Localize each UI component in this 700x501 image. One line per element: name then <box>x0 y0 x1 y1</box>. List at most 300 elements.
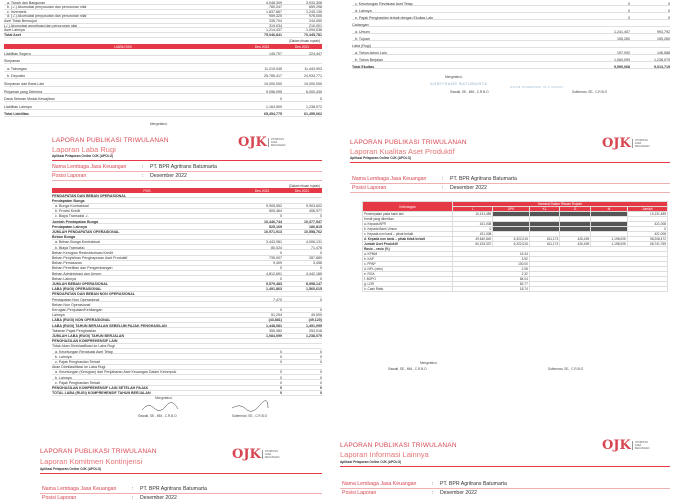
row-value-current: 4,048,309 <box>266 0 282 5</box>
signer-right-2: Sulterman, SE., C.R.B.O <box>572 90 608 94</box>
stamp-watermark: AGRITRANS BATUMARTA <box>430 81 488 86</box>
table-cell: 1,198,005 <box>591 242 628 247</box>
table-row <box>352 44 670 48</box>
table-row <box>352 37 670 41</box>
row-value-previous: 0 <box>320 97 322 102</box>
row-label: d. Lainnya <box>355 8 372 13</box>
laba-rugi-title: Laporan Laba Rugi <box>52 145 116 154</box>
row-value-previous: 0 <box>320 349 322 354</box>
bank-name-line-2: Nama Lembaga Jasa Keuangan : PT. BPR Agritrans Batumarta <box>352 176 517 182</box>
ratio-value: 3.92 <box>453 257 530 262</box>
period-line: Posisi Laporan : Desember 2022 <box>52 173 187 179</box>
row-label: Beban Penyisihan Penghapusan Aset Produktif <box>52 255 128 260</box>
row-value-current: 0 <box>628 1 630 6</box>
row-value-previous: 0 <box>320 214 322 219</box>
bank-name-line-3: Nama Lembaga Jasa Keuangan : PT. BPR Agritrans Batumarta <box>42 486 207 492</box>
row-value-previous: 0 <box>320 266 322 271</box>
row-value-previous: 4,006,131 <box>306 240 322 245</box>
row-label: b. Lainnya <box>55 375 72 380</box>
row-label: b. Deposito <box>7 74 26 79</box>
row-label: PENGHASILAN KOMPREHENSIF LAIN <box>52 339 118 344</box>
row-value-current: 505,464 <box>269 209 282 214</box>
neraca-unit-note: (Dalam ribuan rupiah) <box>289 39 320 43</box>
row-value-current: 10,000,000 <box>264 81 282 86</box>
report-heading: LAPORAN PUBLIKASI TRIWULANAN <box>52 137 169 144</box>
row-label: Jumlah Aset Produktif <box>363 242 453 247</box>
row-label: JUMLAH BEBAN OPERASIONAL <box>52 281 109 286</box>
row-value-previous: (49,120) <box>308 318 322 323</box>
row-value-previous: 224,447 <box>309 51 322 56</box>
ojk-logo-mark: OJK <box>238 135 267 150</box>
row-label: Pinjaman yang Diterima <box>4 89 43 94</box>
kualitas-aset-panel <box>350 75 675 371</box>
row-value-current: 157,092 <box>617 50 630 55</box>
kualitas-col-header: Jumlah <box>627 207 667 212</box>
ratio-label: d. NPL (neto) <box>363 267 453 272</box>
row-value-current: 10,971,913 <box>264 229 282 234</box>
table-row <box>352 58 670 62</box>
row-value-previous: 0 <box>320 297 322 302</box>
row-value-previous: 0 <box>668 15 670 20</box>
row-label: LABA (RUGI) OPERASIONAL <box>52 287 102 292</box>
row-value-previous: 10,558,762 <box>304 229 322 234</box>
row-value-current: 80,024 <box>271 245 282 250</box>
row-label: Penempatan pada bank lain <box>363 212 453 217</box>
table-row <box>352 9 670 13</box>
row-value-current: 65,454,775 <box>264 112 282 117</box>
row-value-current: 3,443,981 <box>266 240 282 245</box>
ratio-value: 18.74 <box>453 287 530 292</box>
table-cell: 6,322,015 <box>493 242 530 247</box>
row-value-current: 1,164,509 <box>266 104 282 109</box>
row-value-previous: 1,238,079 <box>306 333 322 338</box>
row-value-previous: 0 <box>320 375 322 380</box>
row-label: a. Tabungan <box>7 66 27 71</box>
row-value-previous: 11,443,903 <box>304 66 322 71</box>
app-note-2: Aplikasi Pelaporan Online OJK (APOLO) <box>350 156 412 160</box>
row-value-previous: 6,000,430 <box>306 89 322 94</box>
mengetahui-label-4: Mengetahui, <box>420 361 438 365</box>
row-label: Akan Direklasifikasi ke Laba Rugi <box>52 365 106 370</box>
row-value-previous: 0 <box>320 391 322 396</box>
signer-left-2: Siswati, SE., MM., C.R.B.O <box>450 90 489 94</box>
row-value-previous: 210,001 <box>309 23 322 28</box>
ratio-value: 100.00 <box>453 262 530 267</box>
row-label: Lainnya <box>52 313 65 318</box>
row-label: Beban Lainnya <box>52 276 76 281</box>
row-value-current: 4,812,691 <box>266 271 282 276</box>
kualitas-col-header: DPK <box>493 207 530 212</box>
row-value-current: 0 <box>280 266 282 271</box>
period-line-2: Posisi Laporan : Desember 2022 <box>352 185 487 191</box>
row-label: d. (-/-) Akumulasi penyusutan dan penurunan nilai <box>7 14 87 19</box>
row-value-previous: 155,260 <box>657 36 670 41</box>
row-label: a. Tanah dan Bangunan <box>7 0 46 5</box>
row-label: Pendapatan Non Operasional <box>52 297 100 302</box>
table-row <box>363 237 668 242</box>
row-value-previous: 71,476 <box>311 245 322 250</box>
row-label: Simpanan dari Bank Lain <box>4 81 45 86</box>
row-value-current: 319,034 <box>269 23 282 28</box>
period-line-3: Posisi Laporan : Desember 2022 <box>42 495 177 501</box>
kualitas-col-header: M <box>591 207 628 212</box>
row-label: Pendapatan Bunga <box>52 198 85 203</box>
row-label: b. Tujuan <box>355 36 370 41</box>
table-cell: 10,131,489 <box>627 212 667 217</box>
row-label: Kerugian Penjualan/Kehilangan <box>52 307 103 312</box>
row-label: b. Kepada Bank Umum <box>363 227 453 232</box>
row-value-current: 0 <box>280 385 282 390</box>
row-value-previous: 0 <box>320 370 322 375</box>
ratio-header: Rasio – rasio (%) <box>363 247 453 252</box>
row-value-previous: 0 <box>320 276 322 281</box>
row-label: a. Bunga Kontraktual <box>55 203 89 208</box>
row-label: Beban Non Operasional <box>52 302 91 307</box>
row-label: TOTAL LABA (RUGI) KOMPREHENSIF TAHUN BERJALAN <box>52 391 151 396</box>
mengetahui-label: Mengetahui, <box>150 122 168 126</box>
table-row <box>4 105 322 109</box>
row-value-previous: 406,977 <box>309 209 322 214</box>
row-label: Dana Setoran Modal-Kewajiban <box>4 97 55 102</box>
row-value-current: 1,084,099 <box>266 333 282 338</box>
row-value-previous: 61,455,062 <box>304 112 322 117</box>
table-cell: 426,439 <box>560 237 591 242</box>
kualitas-title: Laporan Kualitas Aset Produktif <box>350 147 455 156</box>
row-label: Liabilitas Lainnya <box>4 104 32 109</box>
ratio-label: f. BOPO <box>363 277 453 282</box>
signer-right-3: Sulterman, SE., C.R.B.O <box>548 367 584 371</box>
row-label: Taksiran Pajak Penghasilan <box>52 328 97 333</box>
row-value-previous: 1,491,095 <box>306 323 322 328</box>
row-value-previous: 976,005 <box>309 14 322 19</box>
row-label: Laba (Rugi) <box>352 43 371 48</box>
row-value-previous: 9,903,602 <box>306 203 322 208</box>
row-value-current: 1,241,407 <box>614 29 630 34</box>
row-value-previous: 0 <box>320 354 322 359</box>
row-value-previous: 0 <box>320 307 322 312</box>
table-cell: 68,741,769 <box>627 242 667 247</box>
row-value-previous: 287,889 <box>309 255 322 260</box>
komitmen-title: Laporan Komitmen Kontinjensi <box>40 457 143 466</box>
row-value-current: 0 <box>280 391 282 396</box>
kualitas-header-keterangan: Keterangan <box>363 202 453 212</box>
row-value-previous: 8,998,147 <box>306 281 322 286</box>
row-label: Liabilitas Segera <box>4 51 31 56</box>
table-cell: 1,198,005 <box>591 237 628 242</box>
signature-left-scrawl <box>140 402 180 412</box>
app-note-3: Aplikasi Pelaporan Online OJK (APOLO) <box>40 467 102 471</box>
row-value-previous: 253,016 <box>309 328 322 333</box>
table-row <box>4 52 322 56</box>
row-label: a. Umum <box>355 29 370 34</box>
row-value-current: 9,409 <box>273 261 282 266</box>
row-label: Total Aset <box>4 32 21 37</box>
row-value-current: 0 <box>280 359 282 364</box>
row-value-previous: 3,933,306 <box>306 0 322 5</box>
period-line-4: Posisi Laporan : Desember 2022 <box>342 490 477 496</box>
row-label: PENGHASILAN KOMPREHENSIF LAIN SETELAH PAJAK <box>52 385 149 390</box>
table-cell: 611,173 <box>529 242 559 247</box>
row-label: Cadangan <box>352 22 369 27</box>
row-value-previous: 3,456 <box>313 261 322 266</box>
ratio-label: g. LDR <box>363 282 453 287</box>
row-label: b. (-/-) Akumulasi penyusutan dan penurunan nilai <box>7 5 87 10</box>
row-label: Beban Bunga <box>52 235 76 240</box>
row-value-current: 11,210,045 <box>264 66 282 71</box>
row-label: a. Keuntungan Revaluasi Aset Tetap <box>55 349 113 354</box>
table-cell: 0 <box>453 227 493 232</box>
row-label: Beban Pemasaran <box>52 261 82 266</box>
row-label: a. Keuntungan (Kerugian) dari Penjabaran Aset Keuangan Dalam Kelompok <box>55 370 177 375</box>
table-cell: 611,173 <box>529 237 559 242</box>
row-value-current: 1,214,437 <box>266 28 282 33</box>
table-row <box>4 67 322 71</box>
row-value-current: 9,579,483 <box>266 281 282 286</box>
ojk-logo: OJK OTORITAS JASA KEUANGAN <box>238 135 286 150</box>
row-value-previous: 0 <box>320 359 322 364</box>
mengetahui-label-2: Mengetahui, <box>155 396 173 400</box>
row-value-previous: 1,238,072 <box>306 104 322 109</box>
signature-right-scrawl <box>230 402 270 412</box>
row-label: (-/-) Akumulasi amortisasi dan penurunan nilai <box>4 23 78 28</box>
row-label: b. Biaya Transaksi <box>55 245 85 250</box>
row-label: Tidak Akan Direklasifikasi ke Laba Rugi <box>52 344 115 349</box>
table-row <box>352 65 670 69</box>
table-cell: 58,208,472 <box>627 237 667 242</box>
row-label: e. Pajak Penghasilan terkait dengan Ekuitas Lain <box>355 15 434 20</box>
ratio-label: a. KPMM <box>363 252 453 257</box>
app-note-4: Aplikasi Pelaporan Online OJK (APOLO) <box>340 460 402 464</box>
row-value-current: 780,047 <box>269 5 282 10</box>
row-label: b. Tahun Berjalan <box>355 57 383 62</box>
row-value-current: 0 <box>280 354 282 359</box>
row-value-current: 0 <box>280 370 282 375</box>
row-value-previous: 1,560,615 <box>306 287 322 292</box>
ojk-logo-3: OJK OTORITAS JASA KEUANGAN <box>232 447 280 462</box>
table-row <box>352 30 670 34</box>
report-heading-3: LAPORAN PUBLIKASI TRIWULANAN <box>40 448 157 455</box>
row-value-previous: 0 <box>668 8 670 13</box>
row-value-current: 51,294 <box>271 313 282 318</box>
table-row <box>352 23 670 27</box>
table-row <box>4 90 322 94</box>
row-value-previous: 9,013,719 <box>654 64 670 69</box>
row-value-previous: 1,238,079 <box>654 57 670 62</box>
info-lain-panel <box>340 361 675 500</box>
row-value-current: 9,590,068 <box>614 64 630 69</box>
bank-name-line: Nama Lembaga Jasa Keuangan : PT. BPR Agritrans Batumarta <box>52 164 217 170</box>
row-value-current: 0 <box>280 375 282 380</box>
table-cell: 426,439 <box>560 242 591 247</box>
ratio-value: 2.08 <box>453 267 530 272</box>
row-label: JUMLAH LABA (RUGI) TAHUN BERJALAN <box>52 333 125 338</box>
signer-left: Siswati, SE., MM., C.R.B.O <box>138 414 177 418</box>
row-label: Aset Lainnya <box>4 28 25 33</box>
info-lain-title: Laporan Informasi Lainnya <box>340 450 429 459</box>
row-label: c. Biaya Transaksi -/- <box>55 214 89 219</box>
row-label: c. Keuntungan Revaluasi Aset Tetap <box>355 1 413 6</box>
app-note: Aplikasi Pelaporan Online OJK (APOLO) <box>52 154 114 158</box>
row-value-current: 355,982 <box>269 328 282 333</box>
row-value-previous: 24,933,771 <box>304 74 322 79</box>
row-value-previous: 0 <box>320 250 322 255</box>
table-row <box>352 16 670 20</box>
table-row <box>52 392 322 396</box>
report-heading-2: LAPORAN PUBLIKASI TRIWULANAN <box>350 139 467 146</box>
row-value-current: 0 <box>280 97 282 102</box>
row-value-current: 1,448,081 <box>266 323 282 328</box>
table-row <box>4 113 322 117</box>
signer-left-3: Siswati, SE., MM., C.R.B.O <box>388 367 427 371</box>
row-label: a. Kepada BPR <box>363 222 453 227</box>
signer-right: Sulterman, SE., C.R.B.O <box>232 414 268 418</box>
row-value-current: 7,470 <box>273 297 282 302</box>
row-value-current: (43,881) <box>268 318 282 323</box>
row-value-current: 735,907 <box>269 255 282 260</box>
table-cell: 6,322,015 <box>493 237 530 242</box>
row-label: Total Liabilitas <box>4 112 29 117</box>
row-value-previous: 244,050 <box>309 18 322 23</box>
table-cell: 421,008 <box>627 232 667 237</box>
table-cell: 0 <box>627 227 667 232</box>
row-value-current: 1,084,099 <box>614 57 630 62</box>
row-value-current: 0 <box>628 8 630 13</box>
row-value-previous: 0 <box>668 1 670 6</box>
row-label: b. Lainnya <box>55 354 72 359</box>
row-value-previous: 10,377,947 <box>304 219 322 224</box>
row-value-previous: 180,815 <box>309 224 322 229</box>
row-label: a. Beban Bunga Kontraktual <box>55 240 100 245</box>
row-label: JUMLAH PENDAPATAN OPERASIONAL <box>52 229 120 234</box>
table-row <box>4 98 322 102</box>
row-value-previous: 659,298 <box>309 5 322 10</box>
lr-unit-note: (Dalam ribuan rupiah) <box>289 184 320 188</box>
row-label: LABA (RUGI) TAHUN BERJALAN SEBELUM PAJAK PENGHASILAN <box>52 323 167 328</box>
row-label: c. Inventaris <box>7 9 27 14</box>
row-label: Beban Administrasi dan Umum <box>52 271 102 276</box>
ratio-row <box>363 287 668 292</box>
row-value-current: 9,905,952 <box>266 203 282 208</box>
row-value-current: 1,491,863 <box>266 287 282 292</box>
ratio-value: 2.32 <box>453 272 530 277</box>
laba-rugi-header: POS Des 2022 Des 2021 <box>52 188 322 193</box>
row-label: Pendapatan Lainnya <box>52 224 87 229</box>
report-heading-4: LAPORAN PUBLIKASI TRIWULANAN <box>340 442 457 449</box>
ratio-label: b. KAP <box>363 257 453 262</box>
row-label: c. Kepada non bank – pihak terkait <box>363 232 453 237</box>
table-row <box>352 2 670 6</box>
row-value-previous: 0 <box>320 385 322 390</box>
kualitas-col-header: L <box>453 207 493 212</box>
row-label: d. Kepada non bank – pihak tidak terkait <box>363 237 453 242</box>
row-value-current: 0 <box>280 214 282 219</box>
liabilitas-header: LIABILITAS Des 2022 Des 2021 <box>4 44 322 49</box>
row-value-previous: 993,792 <box>657 29 670 34</box>
table-row <box>4 75 322 79</box>
row-value-current: 9,056,095 <box>266 89 282 94</box>
row-value-current: 145,707 <box>269 51 282 56</box>
table-cell: 421,008 <box>627 222 667 227</box>
row-value-current: 335,704 <box>269 18 282 23</box>
row-value-current: 0 <box>280 276 282 281</box>
row-value-current: 959,320 <box>269 14 282 19</box>
ojk-logo-2: OJK OTORITAS JASA KEUANGAN <box>602 136 650 151</box>
row-label: PENDAPATAN DAN BEBAN OPERASIONAL <box>52 193 127 198</box>
row-value-current: 0 <box>280 250 282 255</box>
row-value-current: 1,837,867 <box>266 9 282 14</box>
row-value-previous: 0 <box>320 380 322 385</box>
row-label: Total Ekuitas <box>352 64 375 69</box>
stamp-watermark-2: OGAN KOMERING ULU BARAT <box>510 85 564 89</box>
row-value-current: 25,785,417 <box>264 74 282 79</box>
row-label: PENDAPATAN DAN BEBAN NON OPERASIONAL <box>52 292 136 297</box>
ratio-label: c. PPAP <box>363 262 453 267</box>
table-row <box>352 51 670 55</box>
ratio-label: e. ROA <box>363 272 453 277</box>
row-label: Beban Kerugian Restrukturisasi Kredit <box>52 250 113 255</box>
row-label: Simpanan <box>4 59 21 64</box>
row-label: Aset Tidak Berwujud <box>4 18 37 23</box>
row-value-current: 155,260 <box>617 36 630 41</box>
row-label: Jumlah Pendapatan Bunga <box>52 219 99 224</box>
row-label: c. Pajak Penghasilan Terkait <box>55 380 101 385</box>
row-label: Kredit yang diberikan <box>363 217 453 222</box>
row-value-current: 0 <box>280 307 282 312</box>
header-rule <box>52 160 322 161</box>
neraca-panel <box>0 0 326 124</box>
kualitas-col-header: KL <box>529 207 559 212</box>
ojk-logo-4: OJK OTORITAS JASA KEUANGAN <box>602 438 650 453</box>
ekuitas-panel <box>350 0 675 75</box>
table-row <box>4 82 322 86</box>
kualitas-header-group: Nominal Dalam Ribuan Rupiah <box>453 202 668 207</box>
row-value-current: 525,169 <box>269 224 282 229</box>
table-cell: 60,193,337 <box>453 242 493 247</box>
ratio-value: 82.77 <box>453 282 530 287</box>
table-row <box>4 60 322 64</box>
table-cell: 421,008 <box>453 222 493 227</box>
laba-rugi-panel <box>0 124 326 430</box>
row-value-current: 75,046,841 <box>264 32 282 37</box>
ratio-value: 84.04 <box>453 277 530 282</box>
bank-name-line-4: Nama Lembaga Jasa Keuangan : PT. BPR Agritrans Batumarta <box>342 481 507 487</box>
table-cell: 421,008 <box>453 232 493 237</box>
komitmen-panel <box>0 430 326 500</box>
row-value-previous: 4,442,185 <box>306 271 322 276</box>
row-value-previous: 1,094,036 <box>306 28 322 33</box>
row-value-current: 0 <box>280 349 282 354</box>
row-value-current: 0 <box>280 380 282 385</box>
row-value-previous: 1,245,135 <box>306 9 322 14</box>
row-label: a. Tahun-tahun Lalu <box>355 50 387 55</box>
row-label: LABA (RUGI) NON OPERASIONAL <box>52 318 111 323</box>
row-value-previous: 70,445,781 <box>304 32 322 37</box>
row-label: c. Pajak Penghasilan Terkait <box>55 359 101 364</box>
mengetahui-label-3: Mengetahui, <box>445 75 463 79</box>
table-row <box>4 33 322 37</box>
row-value-previous: 146,588 <box>657 50 670 55</box>
ratio-label: h. Cash Ratio <box>363 287 453 292</box>
row-value-previous: 10,000,000 <box>304 81 322 86</box>
kualitas-aset-table <box>362 201 668 292</box>
ratio-value: 16.34 <box>453 252 530 257</box>
table-cell: 10,131,489 <box>453 212 493 217</box>
kualitas-col-header: D <box>560 207 591 212</box>
row-value-current: 0 <box>628 15 630 20</box>
row-value-previous: 49,000 <box>311 313 322 318</box>
table-cell: 49,640,840 <box>453 237 493 242</box>
row-label: Beban Penelitian dan Pengembangan <box>52 266 113 271</box>
